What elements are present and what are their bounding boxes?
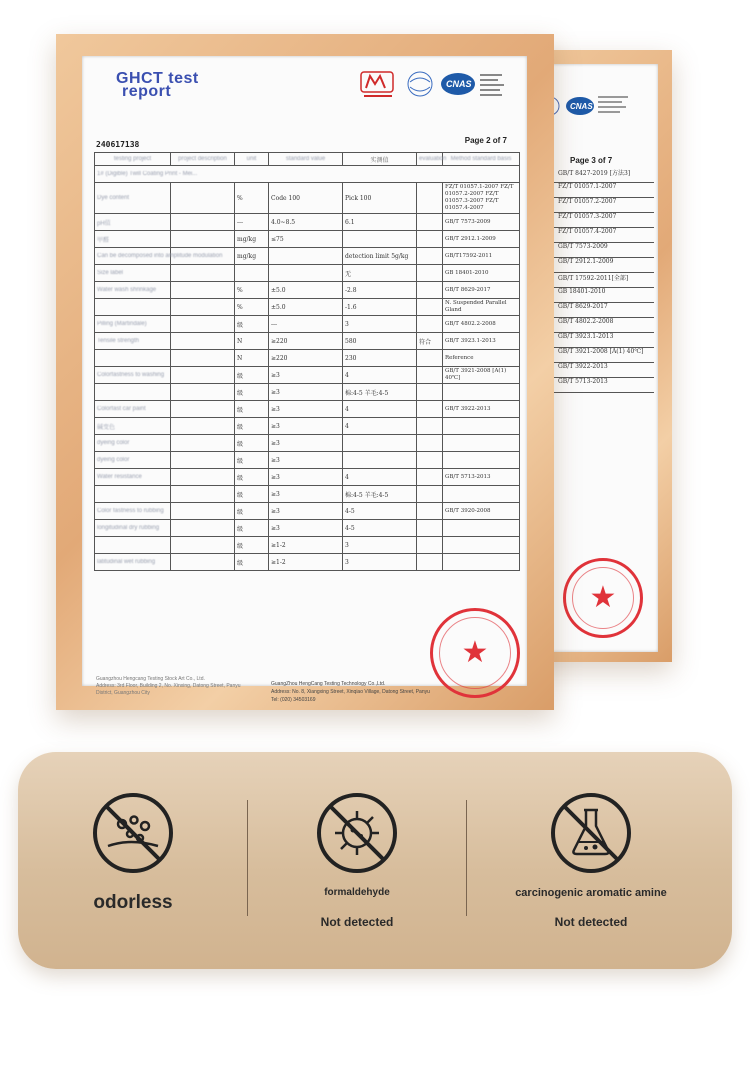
- measured-cell: 3: [343, 537, 417, 554]
- method-cell: GB/T 7573-2009: [443, 214, 520, 231]
- description-cell: [171, 214, 235, 231]
- table-row: [95, 316, 520, 333]
- evaluation-cell: [417, 282, 443, 299]
- footer-address: Address: 3rd Floor, Building 2, No. Xinxing, Datong Street, Panyu District, Guangzhou City: [96, 683, 241, 696]
- item-cell: Colorfast car paint: [95, 401, 171, 418]
- item-cell: [95, 384, 171, 401]
- standard-cell: ±5.0: [269, 299, 343, 316]
- report-title-line1: GHCT test: [116, 70, 199, 87]
- table-row: [95, 469, 520, 486]
- description-cell: [171, 503, 235, 520]
- evaluation-cell: [417, 435, 443, 452]
- description-cell: [171, 418, 235, 435]
- back-method-row: FZ/T 01057.2-2007: [534, 198, 654, 213]
- standard-cell: ±5.0: [269, 282, 343, 299]
- standard-cell: ≥3: [269, 520, 343, 537]
- description-cell: [171, 183, 235, 214]
- description-cell: [171, 350, 235, 367]
- method-cell: GB/T 3921-2008 [A(1) 40℃]: [443, 367, 520, 384]
- measured-cell: 580: [343, 333, 417, 350]
- unit-cell: mg/kg: [235, 248, 269, 265]
- evaluation-cell: [417, 367, 443, 384]
- page-number: Page 2 of 7: [464, 136, 507, 145]
- description-cell: [171, 282, 235, 299]
- table-row: [95, 248, 520, 265]
- method-cell: GB/T 8629-2017: [443, 282, 520, 299]
- measured-cell: 棉:4-5 羊毛:4-5: [343, 384, 417, 401]
- measured-cell: [343, 452, 417, 469]
- description-cell: [171, 520, 235, 537]
- evaluation-cell: [417, 469, 443, 486]
- item-cell: Can be decomposed into amplitude modulation: [95, 248, 171, 265]
- evaluation-cell: [417, 401, 443, 418]
- table-row: [95, 554, 520, 571]
- item-cell: longitudinal dry rubbing: [95, 520, 171, 537]
- method-cell: GB/T 3920-2008: [443, 503, 520, 520]
- table-row: [95, 367, 520, 384]
- unit-cell: 级: [235, 503, 269, 520]
- table-row: [95, 503, 520, 520]
- standard-cell: ≥1-2: [269, 537, 343, 554]
- table-row: [95, 486, 520, 503]
- back-method-row: FZ/T 01057.1-2007: [534, 183, 654, 198]
- unit-cell: 级: [235, 452, 269, 469]
- evaluation-cell: [417, 452, 443, 469]
- back-method-row: GB/T 4802.2-2008: [534, 318, 654, 333]
- back-method-row: GB/T 3922-2013: [534, 363, 654, 378]
- feature-status: Not detected: [554, 915, 628, 929]
- measured-cell: 3: [343, 316, 417, 333]
- no-chemical-flask-icon: [548, 790, 634, 876]
- back-method-row: GB/T 5713-2013: [534, 378, 654, 393]
- description-cell: [171, 367, 235, 384]
- standard-cell: ≥220: [269, 333, 343, 350]
- description-cell: [171, 316, 235, 333]
- standard-cell: 4.0~8.5: [269, 214, 343, 231]
- standard-cell: ≤75: [269, 231, 343, 248]
- measured-cell: 无: [343, 265, 417, 282]
- column-header: 实测值: [343, 153, 417, 166]
- method-cell: Reference: [443, 350, 520, 367]
- item-cell: [95, 350, 171, 367]
- method-cell: GB/T 3922-2013: [443, 401, 520, 418]
- no-odor-particles-icon: [90, 790, 176, 876]
- description-cell: [171, 554, 235, 571]
- evaluation-cell: [417, 316, 443, 333]
- table-row: [95, 333, 520, 350]
- method-cell: [443, 537, 520, 554]
- evaluation-cell: [417, 231, 443, 248]
- method-cell: [443, 435, 520, 452]
- standard-cell: ≥3: [269, 384, 343, 401]
- test-results-table: [94, 152, 520, 571]
- standard-cell: ≥3: [269, 503, 343, 520]
- feature-title: formaldehyde: [324, 887, 390, 898]
- feature-status: Not detected: [320, 915, 394, 929]
- table-row: [95, 214, 520, 231]
- description-cell: [171, 299, 235, 316]
- feature-title: carcinogenic aromatic amine: [515, 887, 667, 899]
- column-header: evaluation: [417, 153, 443, 166]
- standard-cell: ≥3: [269, 486, 343, 503]
- unit-cell: 级: [235, 537, 269, 554]
- back-red-seal: [563, 558, 643, 638]
- item-cell: [95, 486, 171, 503]
- unit-cell: mg/kg: [235, 231, 269, 248]
- evaluation-cell: [417, 486, 443, 503]
- measured-cell: 3: [343, 554, 417, 571]
- item-cell: latitudinal wet rubbing: [95, 554, 171, 571]
- feature-formaldehyde: [248, 752, 466, 969]
- table-row: [95, 418, 520, 435]
- method-cell: GB/T17592-2011: [443, 248, 520, 265]
- standard-cell: Code 100: [269, 183, 343, 214]
- report-number: 240617138: [96, 140, 140, 149]
- item-cell: dyeing color: [95, 435, 171, 452]
- method-cell: [443, 520, 520, 537]
- standard-cell: [269, 265, 343, 282]
- unit-cell: 级: [235, 469, 269, 486]
- evaluation-cell: [417, 537, 443, 554]
- back-method-row: GB/T 7573-2009: [534, 243, 654, 258]
- feature-title: odorless: [93, 892, 173, 913]
- back-method-row: GB/T 17592-2011[全部]: [534, 273, 654, 288]
- svg-text:CNAS: CNAS: [570, 102, 593, 111]
- method-cell: GB/T 2912.1-2009: [443, 231, 520, 248]
- column-header: project description: [171, 153, 235, 166]
- feature-odorless: [18, 752, 248, 969]
- standard-cell: [269, 248, 343, 265]
- evaluation-cell: [417, 520, 443, 537]
- measured-cell: 4: [343, 469, 417, 486]
- table-row: [95, 231, 520, 248]
- table-row: [95, 384, 520, 401]
- sample-description: 1# (Digible) Twill Coating Print - Mei...: [95, 166, 520, 183]
- evaluation-cell: [417, 554, 443, 571]
- report-title: [116, 72, 199, 98]
- measured-cell: [343, 231, 417, 248]
- method-cell: [443, 452, 520, 469]
- item-cell: [95, 299, 171, 316]
- item-cell: 甲醛: [95, 231, 171, 248]
- item-cell: [95, 537, 171, 554]
- description-cell: [171, 435, 235, 452]
- back-method-row: GB/T 3921-2008 [A(1) 40℃]: [534, 348, 654, 363]
- method-cell: GB/T 3923.1-2013: [443, 333, 520, 350]
- measured-cell: 棉:4-5 羊毛:4-5: [343, 486, 417, 503]
- unit-cell: 级: [235, 554, 269, 571]
- measured-cell: 4: [343, 367, 417, 384]
- back-page-number: Page 3 of 7: [570, 156, 613, 165]
- table-row: [95, 435, 520, 452]
- measured-cell: detection limit 5g/kg: [343, 248, 417, 265]
- standard-cell: ≥3: [269, 401, 343, 418]
- seal-star-icon: ★: [461, 636, 489, 669]
- standard-cell: ≥3: [269, 367, 343, 384]
- seal-star-icon: ★: [589, 581, 617, 614]
- table-row: [95, 183, 520, 214]
- unit-cell: 级: [235, 401, 269, 418]
- unit-cell: %: [235, 183, 269, 214]
- evaluation-cell: 符合: [417, 333, 443, 350]
- description-cell: [171, 333, 235, 350]
- evaluation-cell: [417, 265, 443, 282]
- unit-cell: 级: [235, 367, 269, 384]
- standard-cell: ≥3: [269, 452, 343, 469]
- feature-divider: [466, 800, 467, 916]
- measured-cell: 6.1: [343, 214, 417, 231]
- item-cell: Tensile strength: [95, 333, 171, 350]
- method-cell: GB/T 5713-2013: [443, 469, 520, 486]
- measured-cell: 230: [343, 350, 417, 367]
- front-red-seal: [430, 608, 520, 698]
- evaluation-cell: [417, 350, 443, 367]
- back-method-row: FZ/T 01057.3-2007: [534, 213, 654, 228]
- method-cell: [443, 486, 520, 503]
- standard-cell: ---: [269, 316, 343, 333]
- table-row: [95, 350, 520, 367]
- item-cell: Dye content: [95, 183, 171, 214]
- unit-cell: N: [235, 333, 269, 350]
- description-cell: [171, 248, 235, 265]
- back-method-row: GB 18401-2010: [534, 288, 654, 303]
- front-certificate-frame: [56, 34, 554, 710]
- accreditation-logos: [358, 68, 518, 102]
- back-method-row: GB/T 8427-2019 [方法3]: [534, 168, 654, 183]
- front-report-paper: [82, 56, 527, 703]
- measured-cell: 4-5: [343, 503, 417, 520]
- back-method-row: GB/T 2912.1-2009: [534, 258, 654, 273]
- method-cell: [443, 384, 520, 401]
- column-header: testing project: [95, 153, 171, 166]
- evaluation-cell: [417, 384, 443, 401]
- description-cell: [171, 486, 235, 503]
- standard-cell: ≥3: [269, 435, 343, 452]
- unit-cell: 级: [235, 435, 269, 452]
- column-header: standard value: [269, 153, 343, 166]
- unit-cell: [235, 265, 269, 282]
- item-cell: Color fastness to rubbing: [95, 503, 171, 520]
- table-row: [95, 299, 520, 316]
- footer-company: Guangzhou Hengcang Testing Stock Art Co., Ltd.: [96, 676, 205, 682]
- description-cell: [171, 401, 235, 418]
- item-cell: pH值: [95, 214, 171, 231]
- table-body: [95, 166, 520, 571]
- footer-company-en: GuangZhou HengCang Testing Technology Co.,Ltd.: [271, 681, 386, 687]
- unit-cell: 级: [235, 486, 269, 503]
- unit-cell: %: [235, 299, 269, 316]
- description-cell: [171, 452, 235, 469]
- table-row: [95, 401, 520, 418]
- method-cell: GB 18401-2010: [443, 265, 520, 282]
- measured-cell: 4-5: [343, 520, 417, 537]
- features-panel: [18, 752, 732, 969]
- column-header: unit: [235, 153, 269, 166]
- method-cell: FZ/T 01057.1-2007 FZ/T 01057.2-2007 FZ/T 01057.3-2007 FZ/T 01057.4-2007: [443, 183, 520, 214]
- unit-cell: ---: [235, 214, 269, 231]
- method-cell: GB/T 4802.2-2008: [443, 316, 520, 333]
- evaluation-cell: [417, 503, 443, 520]
- item-cell: Size label: [95, 265, 171, 282]
- unit-cell: 级: [235, 316, 269, 333]
- measured-cell: Pick 100: [343, 183, 417, 214]
- item-cell: Water wash shrinkage: [95, 282, 171, 299]
- back-method-row: GB/T 3923.1-2013: [534, 333, 654, 348]
- table-row: [95, 265, 520, 282]
- method-cell: [443, 554, 520, 571]
- table-row: [95, 537, 520, 554]
- unit-cell: 级: [235, 384, 269, 401]
- measured-cell: [343, 435, 417, 452]
- footer-address-en: Address: No. 8, Xiangxing Street, Xinqiao Village, Datong Street, Panyu: [271, 689, 430, 695]
- item-cell: Pilling (Martindale): [95, 316, 171, 333]
- item-cell: dyeing color: [95, 452, 171, 469]
- evaluation-cell: [417, 299, 443, 316]
- description-cell: [171, 537, 235, 554]
- table-row: [95, 282, 520, 299]
- method-cell: [443, 418, 520, 435]
- item-cell: 碱变色: [95, 418, 171, 435]
- footer-tel: Tel: (020) 34503169: [271, 697, 316, 703]
- unit-cell: 级: [235, 418, 269, 435]
- sample-row: [95, 166, 520, 183]
- measured-cell: -2.8: [343, 282, 417, 299]
- unit-cell: 级: [235, 520, 269, 537]
- method-cell: N. Suspended Parallel Gland: [443, 299, 520, 316]
- svg-text:CNAS: CNAS: [446, 79, 472, 89]
- table-header-row: [95, 153, 520, 166]
- column-header: Method standard basis: [443, 153, 520, 166]
- standard-cell: ≥220: [269, 350, 343, 367]
- standard-cell: ≥1-2: [269, 554, 343, 571]
- evaluation-cell: [417, 183, 443, 214]
- description-cell: [171, 469, 235, 486]
- table-row: [95, 452, 520, 469]
- no-formaldehyde-virus-icon: [314, 790, 400, 876]
- description-cell: [171, 231, 235, 248]
- standard-cell: ≥3: [269, 418, 343, 435]
- evaluation-cell: [417, 214, 443, 231]
- unit-cell: %: [235, 282, 269, 299]
- item-cell: Water resistance: [95, 469, 171, 486]
- description-cell: [171, 384, 235, 401]
- unit-cell: N: [235, 350, 269, 367]
- measured-cell: 4: [343, 418, 417, 435]
- measured-cell: 4: [343, 401, 417, 418]
- report-title-line2: report: [122, 83, 172, 100]
- feature-aromatic-amine: [484, 752, 698, 969]
- measured-cell: -1.6: [343, 299, 417, 316]
- item-cell: Colorfastness to washing: [95, 367, 171, 384]
- standard-cell: ≥3: [269, 469, 343, 486]
- back-method-row: FZ/T 01057.4-2007: [534, 228, 654, 243]
- description-cell: [171, 265, 235, 282]
- back-method-row: GB/T 8629-2017: [534, 303, 654, 318]
- table-row: [95, 520, 520, 537]
- evaluation-cell: [417, 248, 443, 265]
- evaluation-cell: [417, 418, 443, 435]
